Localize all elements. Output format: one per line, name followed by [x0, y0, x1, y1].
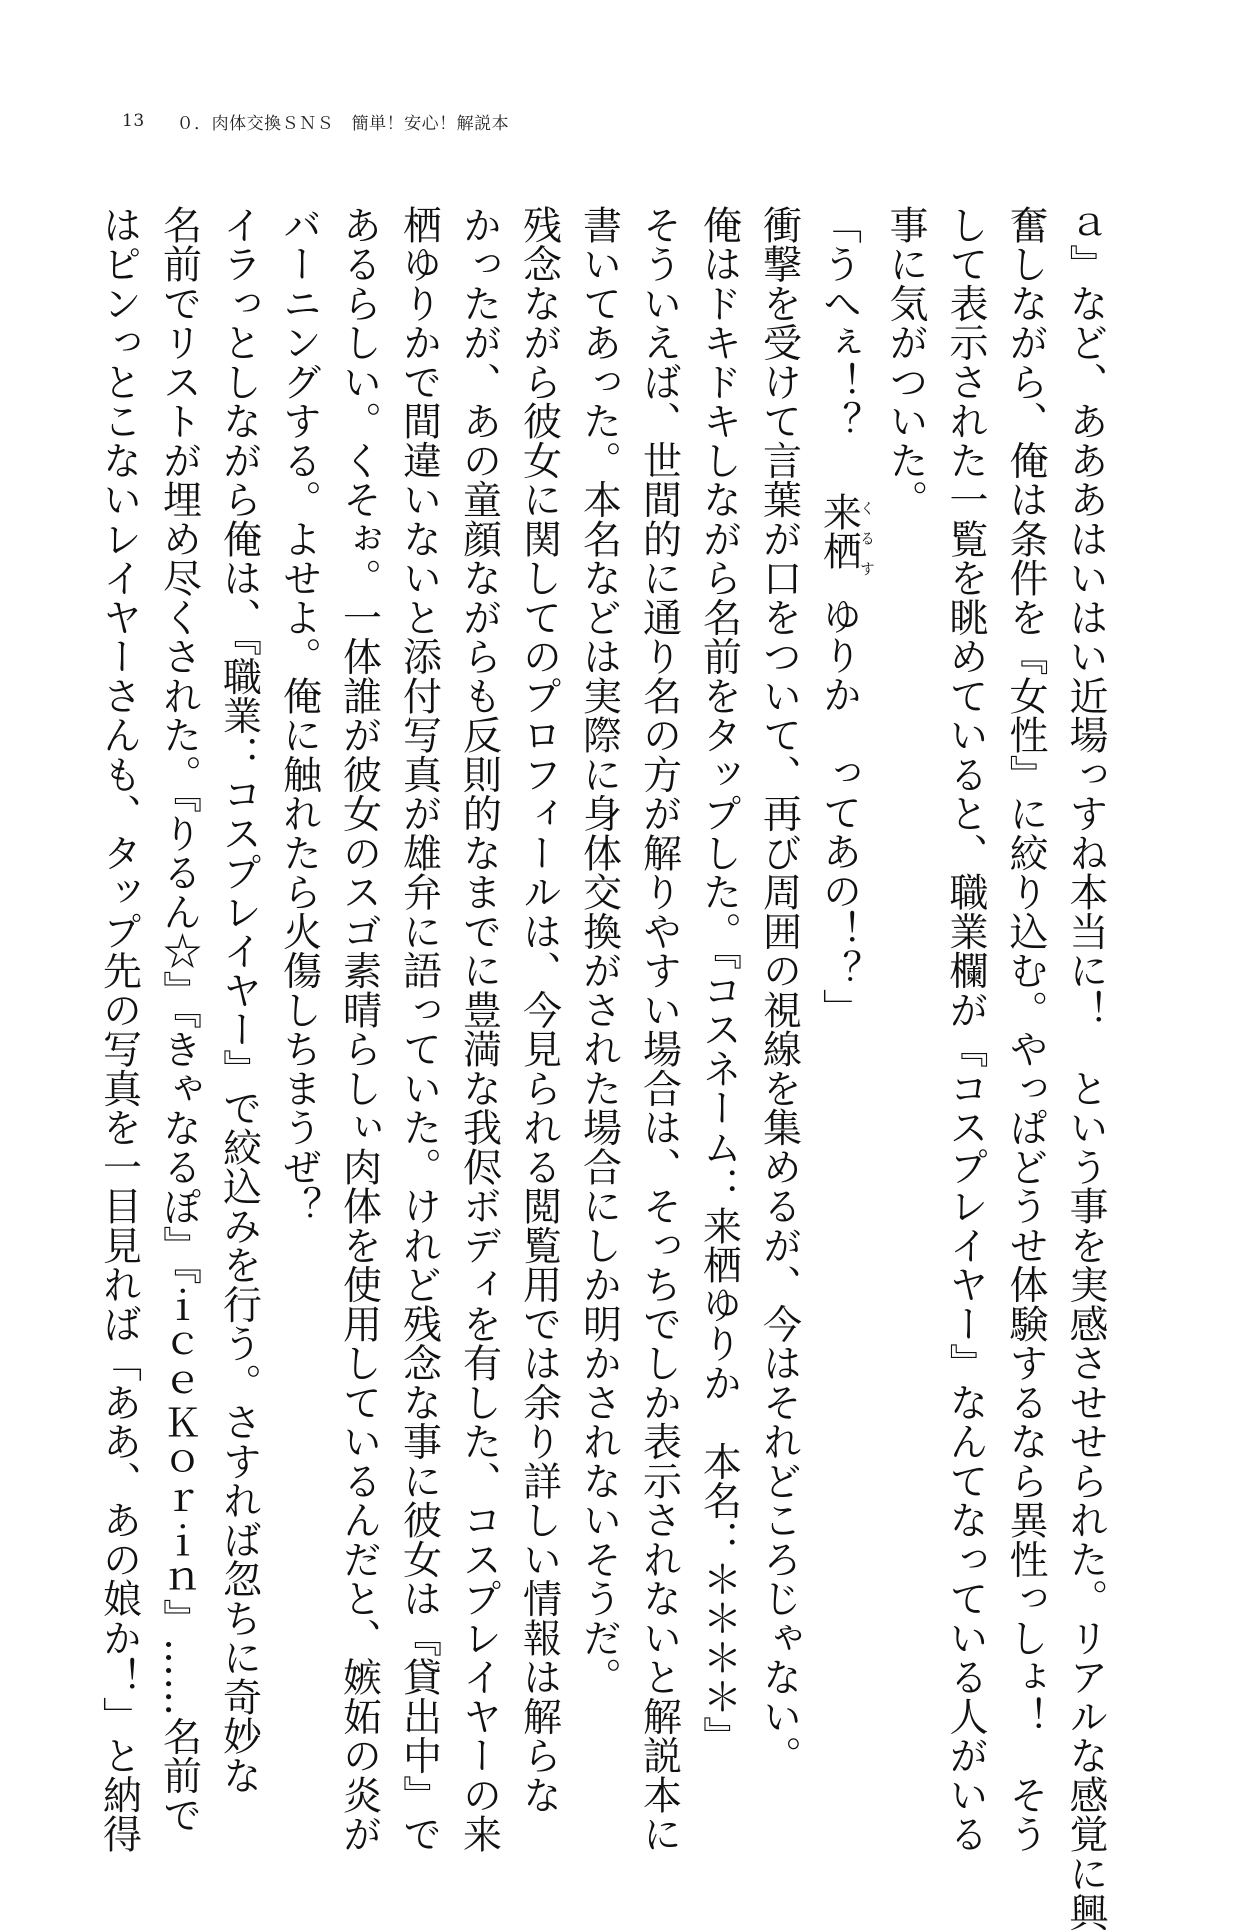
text-line: 衝撃を受けて言葉が口をついて、再び周囲の視線を集めるが、今はそれどころじゃない。 — [756, 205, 802, 1775]
text-line: 栖ゆりかで間違いないと添付写真が雄弁に語っていた。けれど残念な事に彼女は『貸出中』で — [396, 205, 442, 1854]
text-line: 事に気がついた。 — [883, 205, 928, 519]
text-line: 書いてあった。本名などは実際に身体交換がされた場合にしか明かされないそうだ。 — [576, 205, 622, 1697]
text-line: はピンっとこないレイヤーさんも、タップ先の写真を一目見れば「ああ、あの娘か！」と納得 — [96, 205, 142, 1854]
chapter-title: ０．肉体交換ＳＮＳ 簡単！安心！解説本 — [176, 113, 510, 134]
text-line: 名前でリストが埋め尽くされた。『りるん☆』『きゃなるぽ』『ｉｃｅＫｏｒｉｎ』……名前で — [156, 205, 202, 1835]
text-line: そういえば、世間的に通り名の方が解りやすい場合は、そっちでしか表示されないと解説本に — [636, 205, 682, 1854]
name-with-ruby — [816, 492, 876, 596]
running-header — [122, 106, 509, 136]
text-line: 残念ながら彼女に関してのプロフィールは、今見られる閲覧用では余り詳しい情報は解らな — [516, 205, 562, 1815]
text-line: して表示された一覧を眺めていると、職業欄が『コスプレイヤー』なんてなっている人がいる — [943, 205, 988, 1854]
dialogue-open: 「うへぇ！？ — [816, 205, 862, 480]
ruby-base: 来栖 — [816, 492, 862, 571]
text-line: あるらしい。くそぉ。一体誰が彼女のスゴ素晴らしぃ肉体を使用しているんだと、嫉妬の炎が — [336, 205, 382, 1854]
text-line: ａ』など、あああはいはい近場っすね本当に！ という事を実感させせられた。リアルな感覚に興 — [1063, 205, 1108, 1932]
dialogue-close: ゆりか ってあの！？」 — [816, 596, 862, 1028]
text-line: バーニングする。よせよ。俺に触れたら火傷しちまうぜ？ — [276, 205, 322, 1226]
text-line: かったが、あの童顔ながらも反則的なまでに豊満な我侭ボディを有した、コスプレイヤーの来 — [456, 205, 502, 1854]
text-line: 俺はドキドキしながら名前をタップした。『コスネーム：来栖ゆりか 本名：＊＊＊＊』 — [696, 205, 742, 1756]
page-number: 13 — [122, 111, 145, 131]
text-line: イラっとしながら俺は、『職業：コスプレイヤー』で絞込みを行う。さすれば忽ちに奇妙な — [216, 205, 262, 1795]
dialogue-line — [809, 205, 876, 1635]
text-line: 奮しながら、俺は条件を『女性』に絞り込む。やっぱどうせ体験するなら異性っしょ！ そう — [1003, 205, 1048, 1854]
vertical-text-body — [96, 205, 1115, 1932]
ruby-reading: くるす — [858, 492, 876, 584]
